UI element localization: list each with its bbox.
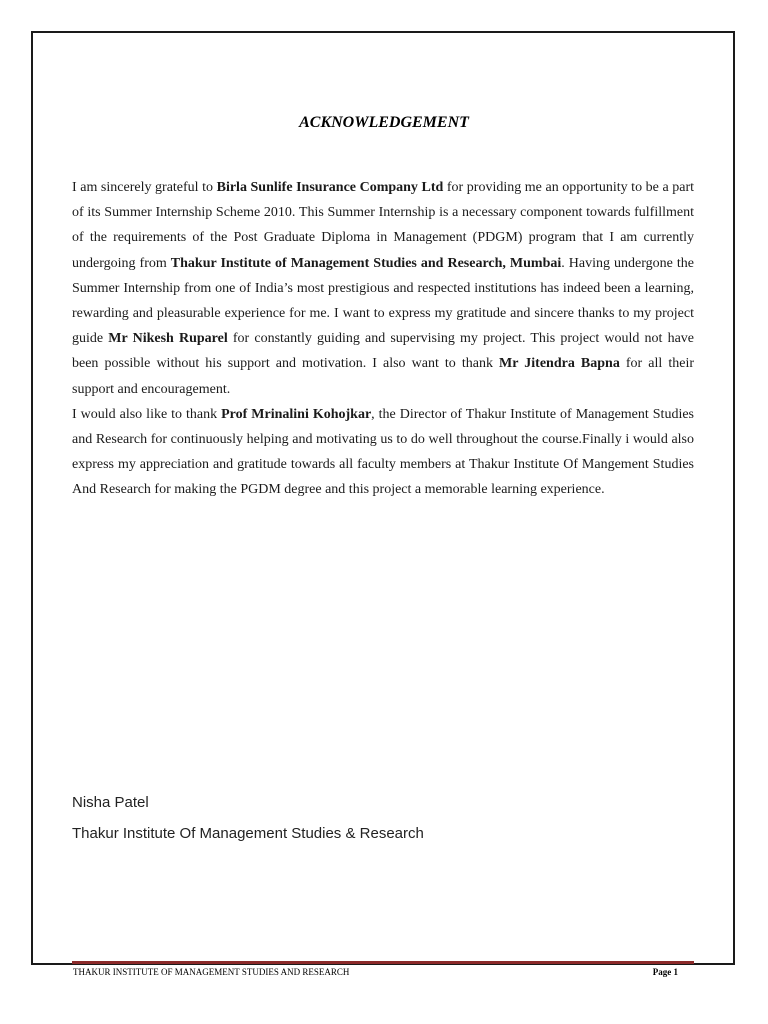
footer-institute: THAKUR INSTITUTE OF MANAGEMENT STUDIES AND RESEARCH [73, 967, 350, 977]
para1-text-5: for all their support and encouragement. [72, 356, 695, 397]
page-number: Page 1 [652, 967, 678, 977]
director-name: Prof Mrinalini Kohojkar [221, 406, 372, 422]
para1-text-2: for providing me an opportunity to be a part of its Summer Internship Scheme 2010. This Summer Internship is a necessary component towards fulfillment of the requirements of the Post Graduate Diploma in Management (PDGM) program that I am currently undergoing from [72, 180, 694, 271]
para1-text-3: . Having undergone the Summer Internship from one of India’s most prestigious and respected institutions has indeed been a learning, rewarding and pleasurable experience for me. I want to express my gratitude and sincere thanks to my project guide [72, 255, 694, 347]
footer-divider [72, 961, 694, 964]
guide-name: Mr Nikesh Ruparel [108, 331, 228, 347]
institute-name: Thakur Institute of Management Studies and Research, Mumbai [170, 255, 562, 271]
signature-name: Nisha Patel [72, 794, 149, 811]
para2-text-2: , the Director of Thakur Institute of Management Studies and Research for continuously helping and motivating us to do well throughout the course.Finally i would also express my appreciation and gratitude towards all faculty members at Thakur Institute Of Mangement Studies And Research for making the PGDM degree and this project a memorable learning experience. [72, 406, 694, 498]
body-text [72, 175, 694, 503]
para1-text-1: I am sincerely grateful to [72, 180, 217, 195]
paragraph-1 [72, 175, 694, 402]
mentor-name: Mr Jitendra Bapna [499, 356, 620, 372]
company-name: Birla Sunlife Insurance Company Ltd [216, 180, 444, 195]
para2-text-1: I would also like to thank [72, 406, 222, 422]
para1-text-4: for constantly guiding and supervising my project. This project would not have been possible without his support and motivation. I also want to thank [72, 331, 695, 372]
paragraph-2 [72, 402, 694, 503]
signature-institute: Thakur Institute Of Management Studies & Research [72, 825, 424, 842]
page-title: ACKNOWLEDGEMENT [299, 114, 469, 131]
